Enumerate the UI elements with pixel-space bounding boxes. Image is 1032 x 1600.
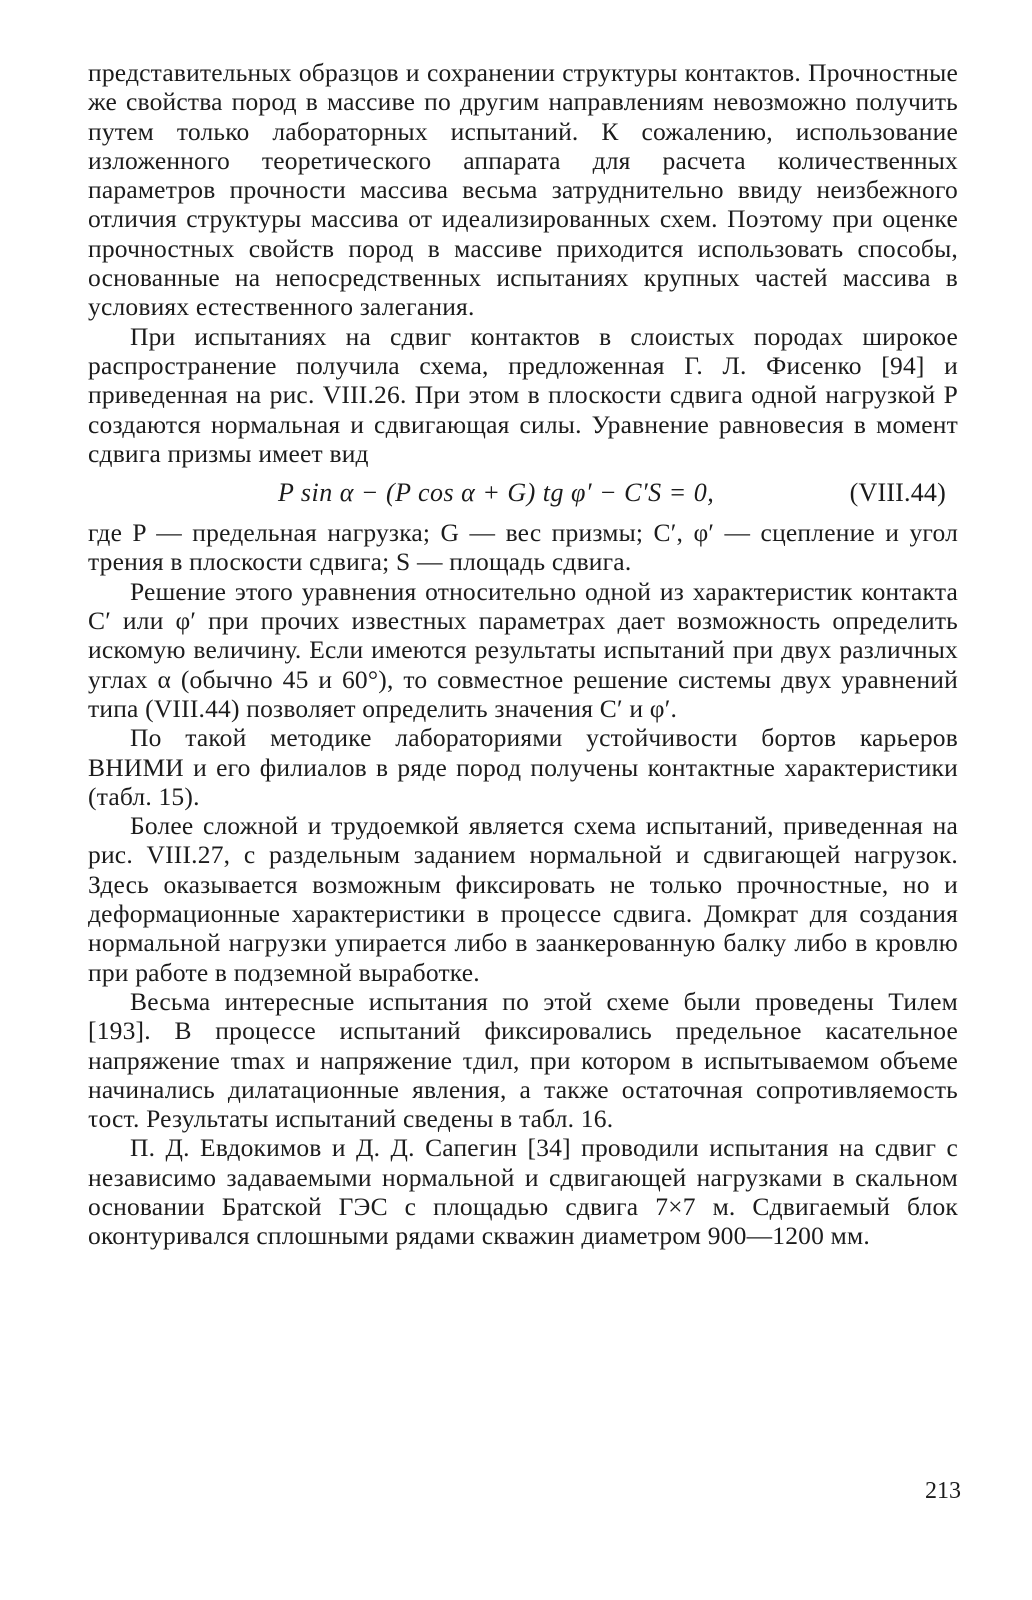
paragraph-6: Более сложной и трудоемкой является схема испытаний, приведенная на рис. VIII.27, с раздельным заданием нормальной и сдвигающей нагрузок. Здесь оказывается возможным фиксировать не только прочностные, но и деформационные характеристики в процессе сдвига. Домкрат для создания нормальной нагрузки упирается либо в заанкерованную балку либо в кровлю при работе в подземной выработке.	[88, 811, 958, 987]
equation: P sin α − (P cos α + G) tg φ′ − C′S = 0,	[278, 478, 715, 508]
paragraph-1: представительных образцов и сохранении структуры контактов. Прочностные же свойства пород в массиве по другим направлениям невозможно получить путем только лабораторных испытаний. К сожалению, использование изложенного теоретического аппарата для расчета количественных параметров прочности массива весьма затруднительно ввиду неизбежного отличия структуры массива от идеализированных схем. Поэтому при оценке прочностных свойств пород в массиве приходится использовать способы, основанные на непосредственных испытаниях крупных частей массива в условиях естественного залегания.	[88, 58, 958, 322]
paragraph-7: Весьма интересные испытания по этой схеме были проведены Тилем [193]. В процессе испытаний фиксировались предельное касательное напряжение τmax и напряжение τдил, при котором в испытываемом объеме начинались дилатационные явления, а также остаточная сопротивляемость τост. Результаты испытаний сведены в табл. 16.	[88, 986, 958, 1134]
paragraph-5: По такой методике лабораториями устойчивости бортов карьеров ВНИМИ и его филиалов в ряде пород получены контактные характеристики (табл. 15).	[88, 723, 958, 811]
paragraph-4: Решение этого уравнения относительно одной из характеристик контакта C′ или φ′ при прочих известных параметрах дает возможность определить искомую величину. Если имеются результаты испытаний при двух различных углах α (обычно 45 и 60°), то совместное решение системы двух уравнений типа (VIII.44) позволяет определить значения C′ и φ′.	[88, 576, 958, 723]
paragraph-8: П. Д. Евдокимов и Д. Д. Сапегин [34] проводили испытания на сдвиг с независимо задаваемыми нормальной и сдвигающей нагрузками в скальном основании Братской ГЭС с площадью сдвига 7×7 м. Сдвигаемый блок оконтуривался сплошными рядами скважин диаметром 900—1200 мм.	[88, 1133, 958, 1251]
paragraph-3: где P — предельная нагрузка; G — вес призмы; C′, φ′ — сцепление и угол трения в плоскости сдвига; S — площадь сдвига.	[88, 518, 958, 577]
equation-number: (VIII.44)	[849, 478, 946, 508]
equation-block	[88, 474, 958, 514]
paragraph-2: При испытаниях на сдвиг контактов в слоистых породах широкое распространение получила схема, предложенная Г. Л. Фисенко [94] и приведенная на рис. VIII.26. При этом в плоскости сдвига одной нагрузкой P создаются нормальная и сдвигающая силы. Уравнение равновесия в момент сдвига призмы имеет вид	[88, 321, 958, 468]
page-number: 213	[925, 1478, 961, 1504]
page-body	[88, 58, 958, 1251]
